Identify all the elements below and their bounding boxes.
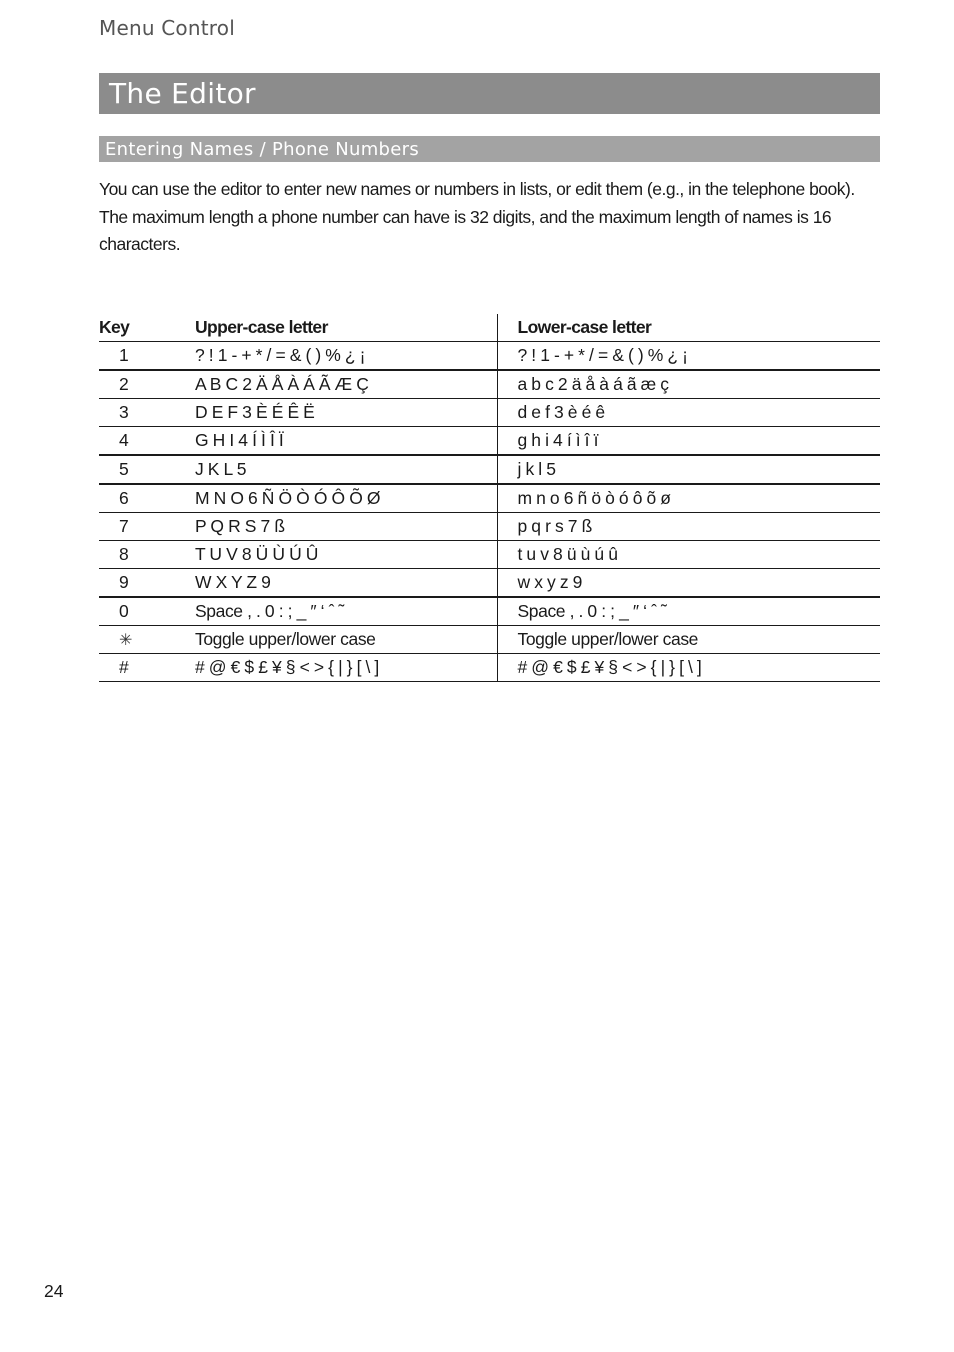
section-bar [99,136,880,162]
upper-cell: J K L 5 [195,455,497,484]
lower-cell: Space , . 0 : ; _ ″ ‘ ˆ ˜ [497,597,880,626]
key-cell: # [99,654,195,682]
lower-cell: g h i 4 í ì î ï [497,427,880,456]
lower-cell: j k l 5 [497,455,880,484]
upper-cell: T U V 8 Ü Ù Ú Û [195,541,497,569]
key-cell: 5 [99,455,195,484]
page-title: The Editor [109,77,256,110]
intro-text [99,176,880,259]
key-cell [99,626,195,654]
table-row [99,399,880,427]
header-key: Key [99,314,195,342]
star-key-icon: ✳ [119,630,133,649]
upper-cell: M N O 6 Ñ Ö Ò Ó Ô Õ Ø [195,484,497,513]
table-row [99,513,880,541]
table-header-row [99,314,880,342]
lower-cell: d e f 3 è é ê [497,399,880,427]
intro-paragraph-2: The maximum length a phone number can have is 32 digits, and the maximum length of names is 16 characters. [99,206,832,254]
header-lower: Lower-case letter [497,314,880,342]
table-row [99,541,880,569]
running-header: Menu Control [99,16,235,40]
page-number: 24 [44,1281,64,1301]
lower-cell: p q r s 7 ß [497,513,880,541]
lower-cell: ? ! 1 - + * / = & ( ) % ¿ ¡ [497,342,880,371]
section-heading: Entering Names / Phone Numbers [105,138,420,160]
key-cell: 0 [99,597,195,626]
table-row [99,654,880,682]
table-row [99,484,880,513]
table-row [99,597,880,626]
title-bar [99,73,880,114]
lower-cell: t u v 8 ü ù ú û [497,541,880,569]
lower-cell: w x y z 9 [497,569,880,598]
table-row [99,626,880,654]
key-cell: 6 [99,484,195,513]
key-cell: 7 [99,513,195,541]
key-cell: 1 [99,342,195,371]
key-cell: 3 [99,399,195,427]
lower-cell: # @ € $ £ ¥ § < > { | } [ \ ] [497,654,880,682]
upper-cell: # @ € $ £ ¥ § < > { | } [ \ ] [195,654,497,682]
key-cell: 4 [99,427,195,456]
key-character-table [99,314,880,682]
table-row [99,455,880,484]
key-cell: 9 [99,569,195,598]
lower-cell: Toggle upper/lower case [497,626,880,654]
upper-cell: Space , . 0 : ; _ ″ ‘ ˆ ˜ [195,597,497,626]
intro-paragraph-1: You can use the editor to enter new names or numbers in lists, or edit them (e.g., in the telephone book). [99,179,855,199]
upper-cell: D E F 3 È É Ê Ë [195,399,497,427]
lower-cell: m n o 6 ñ ö ò ó ô õ ø [497,484,880,513]
upper-cell: P Q R S 7 ß [195,513,497,541]
upper-cell: W X Y Z 9 [195,569,497,598]
key-cell: 2 [99,370,195,399]
table-row [99,427,880,456]
table-row [99,342,880,371]
upper-cell: G H I 4 Í Ì Î Ï [195,427,497,456]
table-row [99,370,880,399]
key-cell: 8 [99,541,195,569]
lower-cell: a b c 2 ä å à á ã æ ç [497,370,880,399]
table-row [99,569,880,598]
upper-cell: A B C 2 Ä Å À Á Ã Æ Ç [195,370,497,399]
upper-cell: Toggle upper/lower case [195,626,497,654]
header-upper: Upper-case letter [195,314,497,342]
upper-cell: ? ! 1 - + * / = & ( ) % ¿ ¡ [195,342,497,371]
